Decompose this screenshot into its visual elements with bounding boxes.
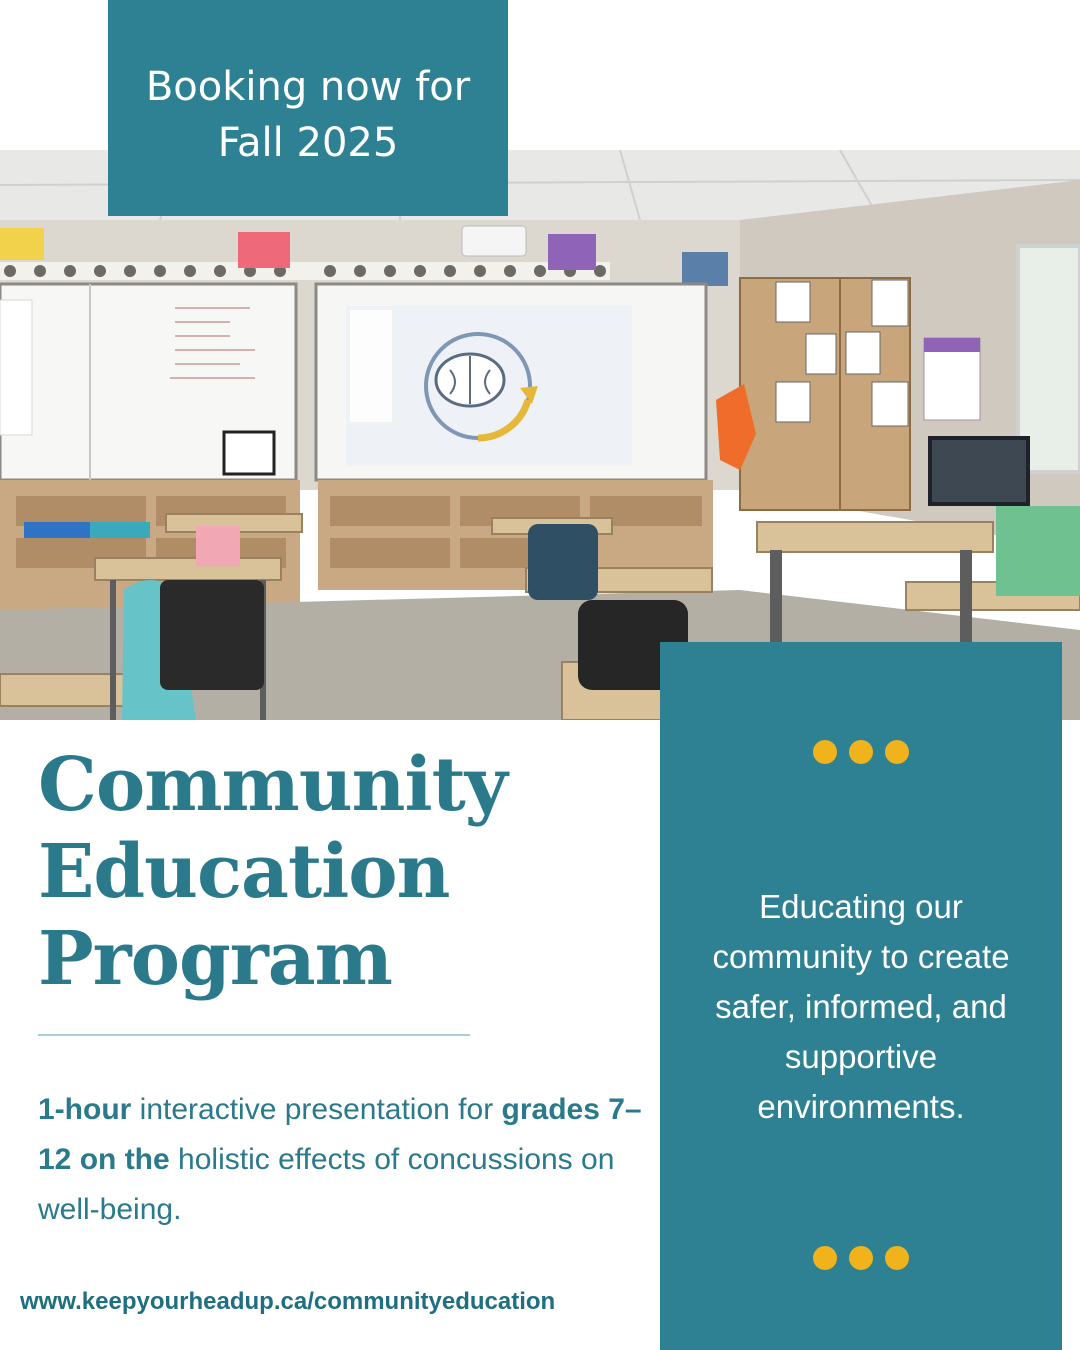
- title-divider: [38, 1034, 470, 1036]
- description-bold-duration: 1-hour: [38, 1093, 132, 1126]
- description-text-2: holistic effects of concussions on well-being.: [38, 1143, 615, 1226]
- dot-icon: [885, 740, 909, 764]
- title-line-2: Education: [38, 829, 450, 915]
- classroom-photo: [0, 150, 1080, 720]
- dot-icon: [813, 740, 837, 764]
- booking-banner: [108, 0, 508, 216]
- description-bold-grades: grades 7–12 on the: [38, 1093, 642, 1176]
- dot-icon: [849, 1246, 873, 1270]
- mission-statement: Educating our community to create safer, informed, and supportive environments.: [712, 888, 1010, 1125]
- decorative-dots-bottom: [660, 1246, 1062, 1270]
- dot-icon: [885, 1246, 909, 1270]
- decorative-dots-top: [660, 740, 1062, 764]
- website-url[interactable]: www.keepyourheadup.ca/communityeducation: [20, 1288, 556, 1315]
- dot-icon: [813, 1246, 837, 1270]
- program-description: [38, 1085, 648, 1235]
- description-text-1: interactive presentation for: [131, 1093, 502, 1126]
- title-line-3: Program: [38, 916, 392, 1002]
- booking-banner-text: Booking now for Fall 2025: [145, 64, 471, 166]
- title-line-1: Community: [38, 742, 507, 828]
- dot-icon: [849, 740, 873, 764]
- mission-panel: [660, 642, 1062, 1350]
- program-title: [38, 742, 638, 1003]
